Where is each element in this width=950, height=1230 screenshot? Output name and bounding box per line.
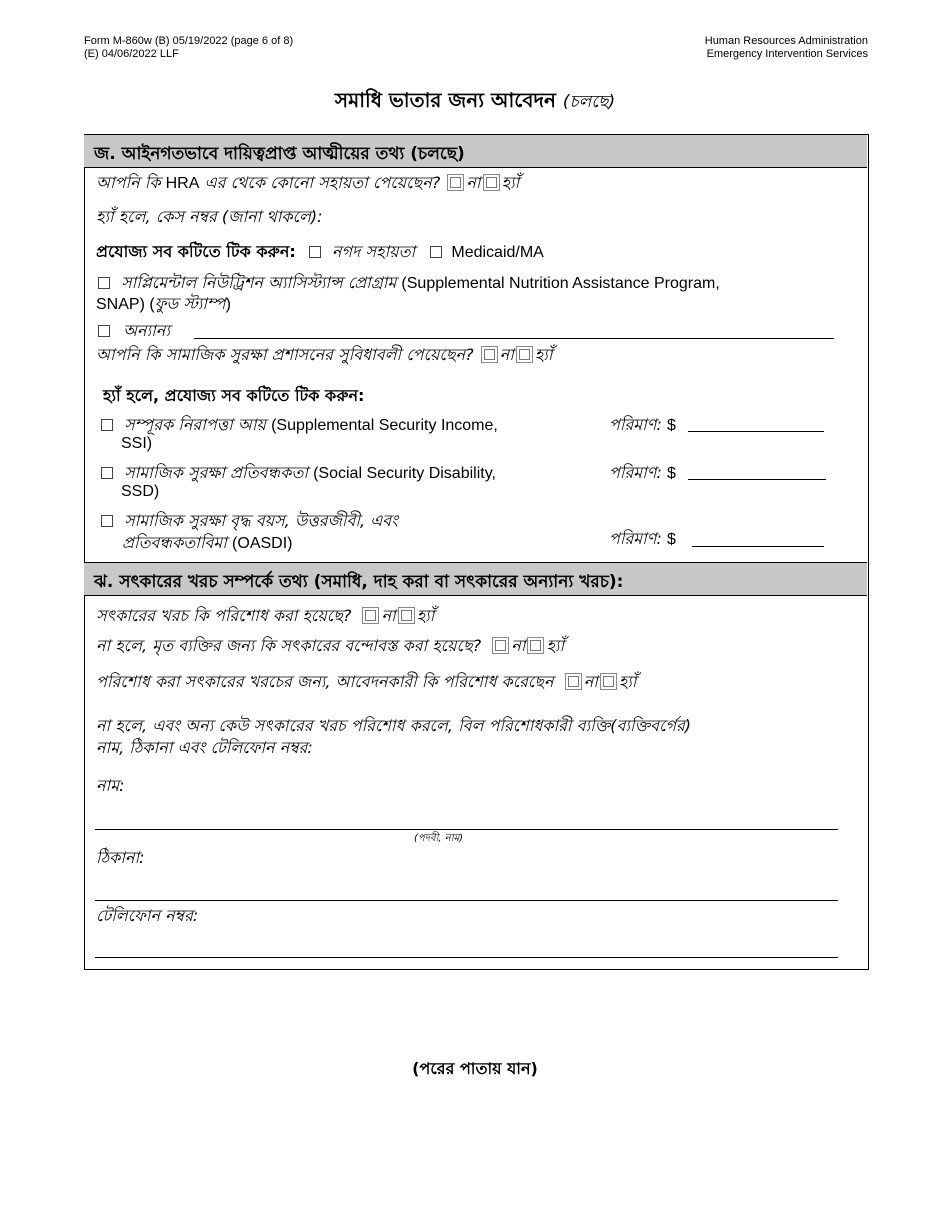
- funeral-paid-no-checkbox[interactable]: [362, 607, 379, 624]
- hra-q-pre: আপনি কি: [96, 173, 161, 192]
- cash-assistance-label: নগদ সহায়তা: [331, 242, 416, 261]
- if-yes-check-label: হ্যাঁ হলে, প্রযোজ্য সব কটিতে টিক করুন:: [103, 386, 365, 405]
- other-checkbox[interactable]: [98, 325, 110, 337]
- hra-q-hra: HRA: [165, 175, 200, 192]
- name-hint: (পদবী, নাম): [414, 833, 464, 844]
- section-k-heading-text: ঝ. সৎকারের খরচ সম্পর্কে তথ্য (সমাধি, দাহ করা বা সৎকারের অন্যান্য খরচ):: [94, 572, 624, 592]
- hra-question: [96, 170, 519, 197]
- ssa-yes-checkbox[interactable]: [516, 346, 533, 363]
- funeral-paid-question: [96, 603, 434, 630]
- oasdi-label-bn: সামাজিক সুরক্ষা বৃদ্ধ বয়স, উত্তরজীবী, এবং: [124, 511, 399, 530]
- section-j-heading-text: জ. আইনগতভাবে দায়িত্বপ্রাপ্ত আত্মীয়ের তথ্য (চলছে): [94, 144, 465, 164]
- ssi-label-bn: সম্পূরক নিরাপত্তা আয়: [124, 415, 266, 434]
- other-label: অন্যান্য: [123, 321, 170, 340]
- hra-no-label: না: [466, 173, 481, 192]
- applicant-paid-q-text: পরিশোধ করা সৎকারের খরচের জন্য, আবেদনকারী কি পরিশোধ করেছেন: [96, 672, 554, 691]
- ssi-label-en2: SSI): [121, 435, 153, 452]
- ssi-checkbox[interactable]: [101, 419, 113, 431]
- arrangements-no-label: না: [511, 636, 526, 655]
- medicaid-label: Medicaid/MA: [451, 244, 544, 261]
- medicaid-checkbox[interactable]: [430, 246, 442, 258]
- arrangements-no-checkbox[interactable]: [492, 637, 509, 654]
- funeral-paid-yes-label: হ্যাঁ: [416, 606, 435, 625]
- hra-yes-checkbox[interactable]: [483, 174, 500, 191]
- section-k-heading: [84, 562, 867, 596]
- org-line1: Human Resources Administration: [704, 35, 868, 47]
- ssi-amount-line[interactable]: [688, 431, 824, 432]
- ssi-amount: [609, 412, 676, 439]
- ssi-label-en: (Supplemental Security Income,: [271, 417, 498, 434]
- ssd-label-en2: SSD): [121, 483, 160, 500]
- oasdi-label-bn2: প্রতিবন্ধকতাবিমা: [122, 533, 227, 552]
- address-label: ঠিকানা:: [96, 848, 145, 867]
- name-input-line[interactable]: [95, 829, 838, 830]
- snap-line2c: ): [225, 296, 231, 313]
- snap-checkbox[interactable]: [98, 277, 110, 289]
- phone-input-line[interactable]: [95, 957, 838, 958]
- org-line2: Emergency Intervention Services: [706, 48, 868, 60]
- payer-note-line1: না হলে, এবং অন্য কেউ সৎকারের খরচ পরিশোধ করলে, বিল পরিশোধকারী ব্যক্তি(ব্যক্তিবর্গের): [96, 716, 692, 735]
- applicant-paid-yes-label: হ্যাঁ: [618, 672, 637, 691]
- ssd-amount-label: পরিমাণ:: [609, 463, 662, 482]
- benefit-check-row: [96, 239, 544, 266]
- ssa-yes-label: হ্যাঁ: [534, 345, 553, 364]
- section-j-heading: [84, 134, 867, 168]
- funeral-paid-q-text: সৎকারের খরচ কি পরিশোধ করা হয়েছে?: [96, 606, 352, 625]
- oasdi-checkbox[interactable]: [101, 515, 113, 527]
- applicant-paid-no-label: না: [583, 672, 598, 691]
- ssd-dollar: $: [666, 465, 676, 482]
- ssd-row: [101, 460, 496, 487]
- funeral-paid-no-label: না: [381, 606, 396, 625]
- applicant-paid-question: [96, 669, 637, 696]
- funeral-paid-yes-checkbox[interactable]: [398, 607, 415, 624]
- snap-line2a: SNAP) (: [96, 296, 155, 313]
- arrangements-question: [96, 633, 564, 660]
- payer-note-line2: নাম, ঠিকানা এবং টেলিফোন নম্বর:: [96, 738, 313, 757]
- ssa-no-label: না: [499, 345, 514, 364]
- page-title: [0, 86, 950, 119]
- ssi-dollar: $: [666, 417, 676, 434]
- snap-label-en: (Supplemental Nutrition Assistance Program,: [401, 275, 720, 292]
- snap-row-2: [96, 291, 231, 318]
- ssa-q-text: আপনি কি সামাজিক সুরক্ষা প্রশাসনের সুবিধাবলী পেয়েছেন?: [96, 345, 474, 364]
- ssd-amount: [609, 460, 676, 487]
- name-label: নাম:: [96, 776, 125, 795]
- org-name: [705, 35, 868, 61]
- form-id-line2: (E) 04/06/2022 LLF: [84, 48, 179, 60]
- hra-no-checkbox[interactable]: [447, 174, 464, 191]
- hra-yes-label: হ্যাঁ: [501, 173, 520, 192]
- ssa-no-checkbox[interactable]: [481, 346, 498, 363]
- ssd-checkbox[interactable]: [101, 467, 113, 479]
- phone-label: টেলিফোন নম্বর:: [96, 906, 199, 925]
- snap-line2b: ফুড স্ট্যাম্প: [154, 294, 226, 313]
- address-input-line[interactable]: [95, 900, 838, 901]
- other-row: [98, 318, 170, 345]
- applicant-paid-yes-checkbox[interactable]: [600, 673, 617, 690]
- other-input-line[interactable]: [194, 338, 834, 339]
- arrangements-yes-label: হ্যাঁ: [546, 636, 565, 655]
- form-id: [84, 35, 293, 61]
- arrangements-yes-checkbox[interactable]: [527, 637, 544, 654]
- page-title-main: সমাধি ভাতার জন্য আবেদন: [334, 88, 556, 112]
- cash-assistance-checkbox[interactable]: [309, 246, 321, 258]
- oasdi-dollar: $: [666, 531, 676, 548]
- oasdi-amount-line[interactable]: [692, 546, 824, 547]
- ssd-label-bn: সামাজিক সুরক্ষা প্রতিবন্ধকতা: [124, 463, 308, 482]
- oasdi-label-en: (OASDI): [232, 535, 293, 552]
- ssi-amount-label: পরিমাণ:: [609, 415, 662, 434]
- hra-q-post: এর থেকে কোনো সহায়তা পেয়েছেন?: [204, 173, 441, 192]
- arrangements-q-text: না হলে, মৃত ব্যক্তির জন্য কি সৎকারের বন্দোবস্ত করা হয়েছে?: [96, 636, 482, 655]
- ssa-question: [96, 342, 553, 369]
- ssd-label-en: (Social Security Disability,: [313, 465, 496, 482]
- form-id-line1: Form M-860w (B) 05/19/2022 (page 6 of 8): [84, 35, 294, 47]
- ssi-row: [101, 412, 498, 439]
- applicant-paid-no-checkbox[interactable]: [565, 673, 582, 690]
- continue-next-page: (পরের পাতায় যান): [412, 1059, 538, 1078]
- oasdi-amount-label: পরিমাণ:: [609, 529, 662, 548]
- page-title-sub: (চলছে): [562, 92, 616, 112]
- check-all-label: প্রযোজ্য সব কটিতে টিক করুন:: [96, 242, 296, 261]
- ssd-amount-line[interactable]: [688, 479, 826, 480]
- oasdi-amount: [609, 526, 676, 553]
- case-number-label: হ্যাঁ হলে, কেস নম্বর (জানা থাকলে):: [96, 207, 323, 226]
- snap-label-bn: সাপ্লিমেন্টাল নিউট্রিশন অ্যাসিস্ট্যান্স প্রোগ্রাম: [121, 273, 397, 292]
- oasdi-row-2: [122, 530, 293, 557]
